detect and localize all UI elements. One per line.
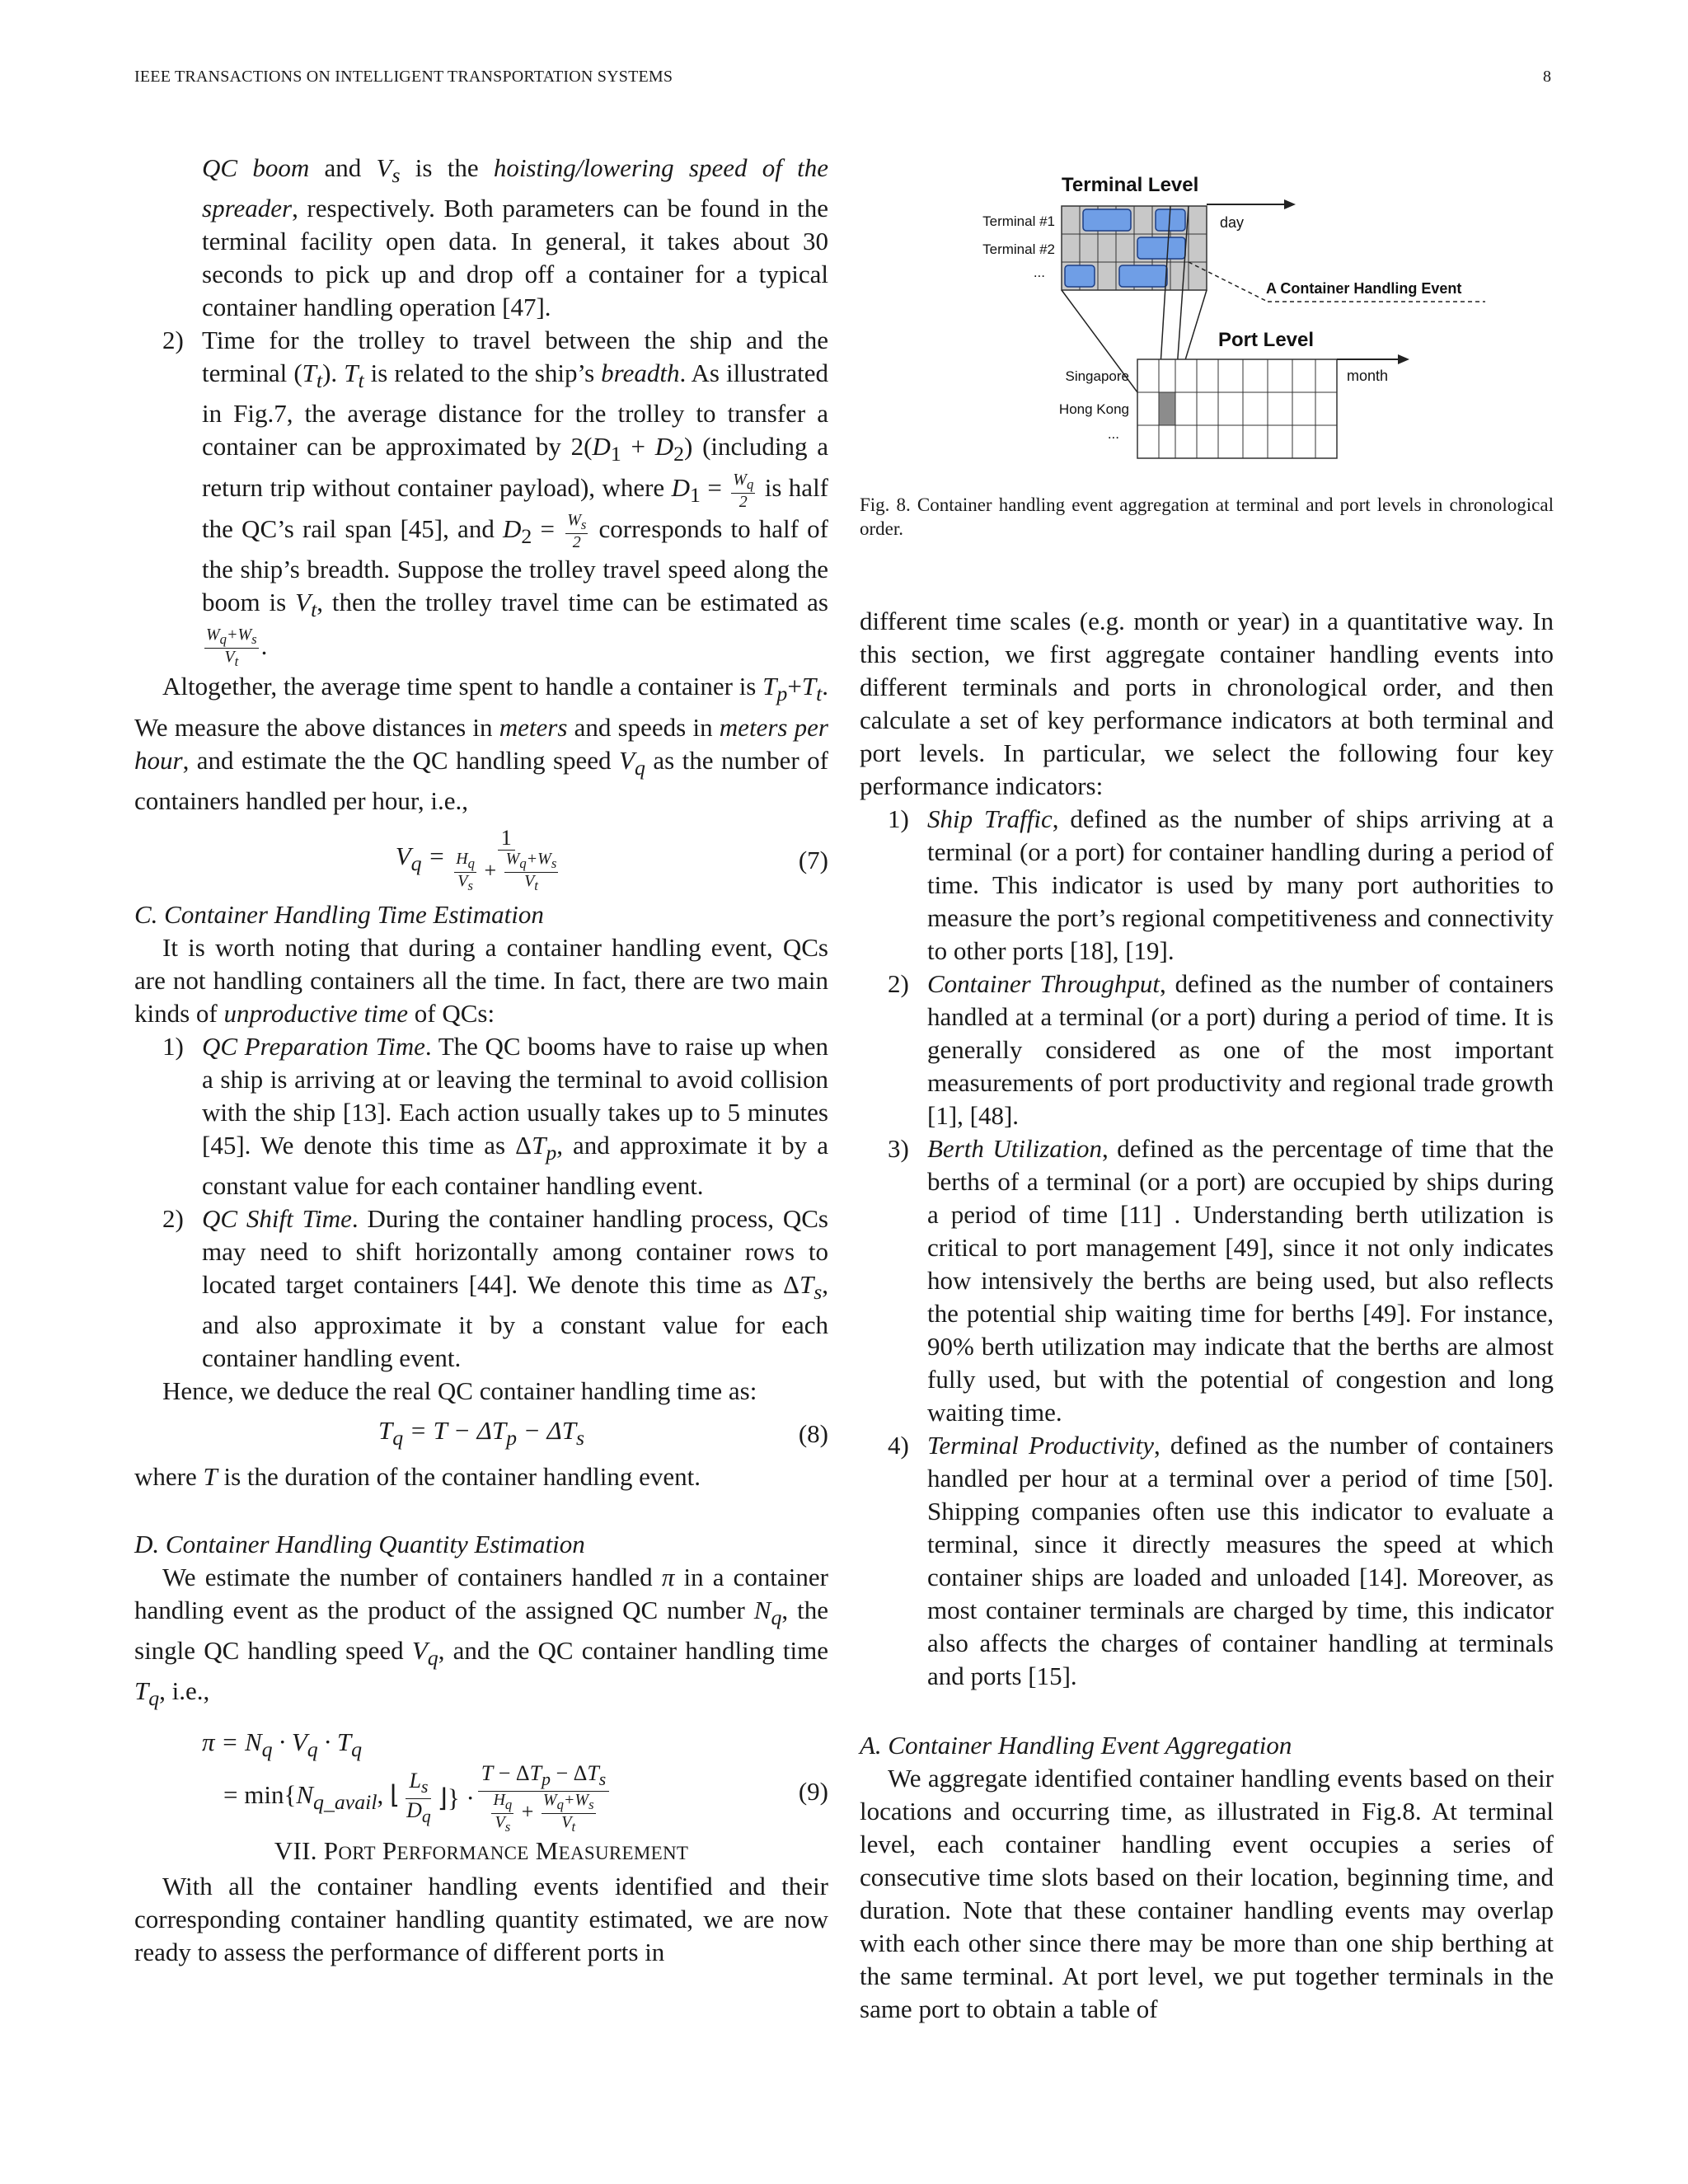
- list-term: QC Shift Time: [202, 1203, 352, 1233]
- section-d-paragraph: We estimate the number of containers handled π in a container handling event as the product of the assigned QC number $N_q$, the single QC handling speed $V_q$, and the QC container handling time $T_q$, i.e.,: [134, 1563, 828, 1711]
- day-label: day: [1220, 214, 1245, 231]
- equation-9-line2: = $\min\{N_{q\_avail}$, ⌊ $\frac{L_s}{D_q}$ ⌋} · $T - \Delta T_p - \Delta T_s$ $\frac{H_q}{V_s}$ + $\frac{W_q+W_s}{V_t}$: [223, 1762, 612, 1835]
- continued-list-text: [134, 152, 828, 324]
- port-row-label: Singapore: [1065, 368, 1129, 384]
- list-item-trolley-time: [134, 324, 828, 670]
- month-arrow-head: [1398, 354, 1409, 364]
- figure-8-diagram: [963, 165, 1507, 470]
- terminal-row-label: ...: [1033, 265, 1045, 280]
- equation-8-number: (8): [798, 1419, 828, 1449]
- port-level-title: Port Level: [1218, 329, 1315, 351]
- terminal-row-label: Terminal #1: [982, 213, 1055, 229]
- list-item-qc-preparation: [134, 1030, 828, 1202]
- list-number: 3): [888, 1134, 909, 1163]
- kpi-term: Container Throughput: [927, 969, 1160, 998]
- event-block: [1119, 265, 1167, 287]
- section-7-paragraph: With all the container handling events identified and their corresponding container handling quantity estimated, we are now ready to assess the performance of different ports in: [134, 1871, 828, 1966]
- port-highlight-cell: [1159, 392, 1175, 425]
- list-item-text: Time for the trolley to travel between the ship and the terminal $(T_t)$. $T_t$ is related to the ship’s breadth. As illustrated in Fig.7, the average distance for the trolley to transfer a container can be approximated by $2(D_1 + D_2)$ (including a return trip without container payload), where $D_1$ = $\frac{W_q}{2}$ is half the QC’s rail span [45], and $D_2$ = $\frac{W_s}{2}$ corresponds to half of the ship’s breadth. Suppose the trolley travel speed along the boom is $V_t$, then the trolley travel time can be estimated as $\frac{W_q+W_s}{V_t}$ .: [202, 326, 829, 670]
- section-d-title: D. Container Handling Quantity Estimation: [134, 1530, 585, 1559]
- day-arrow-head: [1284, 199, 1296, 209]
- equation-9-number: (9): [798, 1776, 828, 1806]
- event-label: A Container Handling Event: [1266, 280, 1462, 297]
- kpi-text: , defined as the number of containers handled at a terminal (or a port) during a period of time. It is generally considered as one of the most important measurements of port productivity and regional trade growth [1], [48].: [927, 969, 1554, 1130]
- section-7-title: VII. PORT PERFORMANCE MEASUREMENT: [274, 1835, 689, 1865]
- section-c-paragraph: It is worth noting that during a container handling event, QCs are not handling containers all the time. In fact, there are two main kinds of unproductive time of QCs:: [134, 932, 828, 1028]
- figure-8-caption: Fig. 8. Container handling event aggregation at terminal and port levels in chronological order.: [860, 494, 1554, 539]
- event-block: [1065, 265, 1095, 287]
- equation-8: [134, 1408, 828, 1460]
- month-label: month: [1347, 368, 1389, 384]
- list-number: 1): [888, 804, 909, 833]
- port-row-label: ...: [1107, 426, 1119, 442]
- kpi-item-container-throughput: [860, 968, 1554, 1132]
- kpi-term: Ship Traffic: [927, 804, 1053, 833]
- list-number: 1): [162, 1031, 184, 1061]
- right-cont-paragraph: different time scales (e.g. month or year) in a quantitative way. In this section, we first aggregate container handling events into different terminals and ports in chronological order, and then calculate a set of key performance indicators at both terminal and port levels. In particular, we select the following four key performance indicators:: [860, 607, 1554, 800]
- altogether-paragraph: Altogether, the average time spent to handle a container is $T_p+T_t$. We measure the above distances in meters and speeds in meters per hour, and estimate the the QC handling speed $V_q$ as the number of containers handled per hour, i.e.,: [134, 672, 828, 815]
- hence-paragraph: Hence, we deduce the real QC container handling time as:: [162, 1376, 757, 1406]
- continued-list-item-text: QC boom and $V_s$ is the hoisting/lowering speed of the spreader, respectively. Both parameters can be found in the terminal facility open data. In general, it takes about 30 seconds to pick up and drop off a container for a typical container handling operation [47].: [202, 153, 828, 322]
- section-c-title: C. Container Handling Time Estimation: [134, 899, 544, 929]
- equation-7: [134, 823, 828, 898]
- equation-8-body: $T_q = T - \Delta T_p - \Delta T_s$: [377, 1415, 584, 1450]
- kpi-item-terminal-productivity: [860, 1429, 1554, 1693]
- left-column: [134, 152, 828, 1969]
- page-number: 8: [1543, 68, 1552, 86]
- list-number: 2): [162, 1203, 184, 1233]
- equation-7-number: (7): [798, 845, 828, 874]
- event-block: [1083, 209, 1131, 231]
- running-header-journal: IEEE TRANSACTIONS ON INTELLIGENT TRANSPORTATION SYSTEMS: [134, 68, 673, 86]
- list-number: 4): [888, 1431, 909, 1460]
- event-block: [1137, 237, 1185, 259]
- list-item-text: . During the container handling process, QCs may need to shift horizontally among container rows to located target containers [44]. We denote this time as $\Delta T_s$, and also approximate it by a constant value for each container handling event.: [202, 1203, 828, 1373]
- equation-9: [134, 1719, 828, 1835]
- terminal-level-title: Terminal Level: [1062, 174, 1199, 196]
- kpi-text: , defined as the percentage of time that the berths of a terminal (or a port) are occupied by ships during a period of time [11] . Understanding berth utilization is critical to port management [49], since it not only indicates how intensively the berths are being used, but also reflects the potential ship waiting time for berths [49]. For instance, 90% berth utilization may indicate that the berths are almost fully used, but with the potential of congestion and long waiting time.: [927, 1134, 1554, 1427]
- section-a-paragraph: We aggregate identified container handling events based on their locations and occurring time, as illustrated in Fig.8. At terminal level, each container handling event occupies a series of consecutive time slots based on their location, beginning time, and duration. Note that these container handling events may overlap with each other since there may be more than one ship berthing at the same terminal. At port level, we put together terminals in the same port to obtain a table of: [860, 1764, 1554, 2023]
- kpi-text: , defined as the number of containers handled per hour at a terminal over a period of time [50]. Shipping companies often use this indicator to evaluate a terminal, since it directly measures the speed at which container ships are loaded and unloaded [14]. Moreover, as most container terminals are charged by time, this indicator also affects the charges of container handling at terminals and ports [15].: [927, 1431, 1554, 1690]
- list-item-text: . The QC booms have to raise up when a ship is arriving at or leaving the terminal to avoid collision with the ship [13]. Each action usually takes up to 5 minutes [45]. We denote this time as $\Delta T_p$, and approximate it by a constant value for each container handling event.: [202, 1031, 829, 1200]
- right-column: [860, 605, 1554, 2026]
- list-number: 2): [888, 969, 909, 998]
- kpi-item-ship-traffic: [860, 803, 1554, 968]
- port-row-label: Hong Kong: [1058, 401, 1129, 417]
- list-item-qc-shift: [134, 1202, 828, 1375]
- section-a-title: A. Container Handling Event Aggregation: [860, 1731, 1292, 1760]
- list-term: QC Preparation Time: [202, 1031, 425, 1061]
- terminal-row-label: Terminal #2: [982, 241, 1055, 257]
- kpi-text: , defined as the number of ships arriving at a terminal (or a port) for container handling during a period of time. This indicator is used by many port authorities to measure the port’s regional competitiveness and connectivity to other ports [18], [19].: [927, 804, 1554, 965]
- equation-7-body: $V_q$ = 1 $\frac{H_q}{V_s}$ + $\frac{W_q+W_s}{V_t}$: [395, 825, 557, 893]
- where-paragraph: where T is the duration of the container handling event.: [134, 1462, 701, 1492]
- kpi-term: Terminal Productivity: [927, 1431, 1155, 1460]
- equation-9-line1: $\pi = N_q \cdot V_q \cdot T_q$: [202, 1727, 363, 1761]
- kpi-item-berth-utilization: [860, 1132, 1554, 1429]
- kpi-term: Berth Utilization: [927, 1134, 1103, 1163]
- list-number: 2): [162, 326, 184, 355]
